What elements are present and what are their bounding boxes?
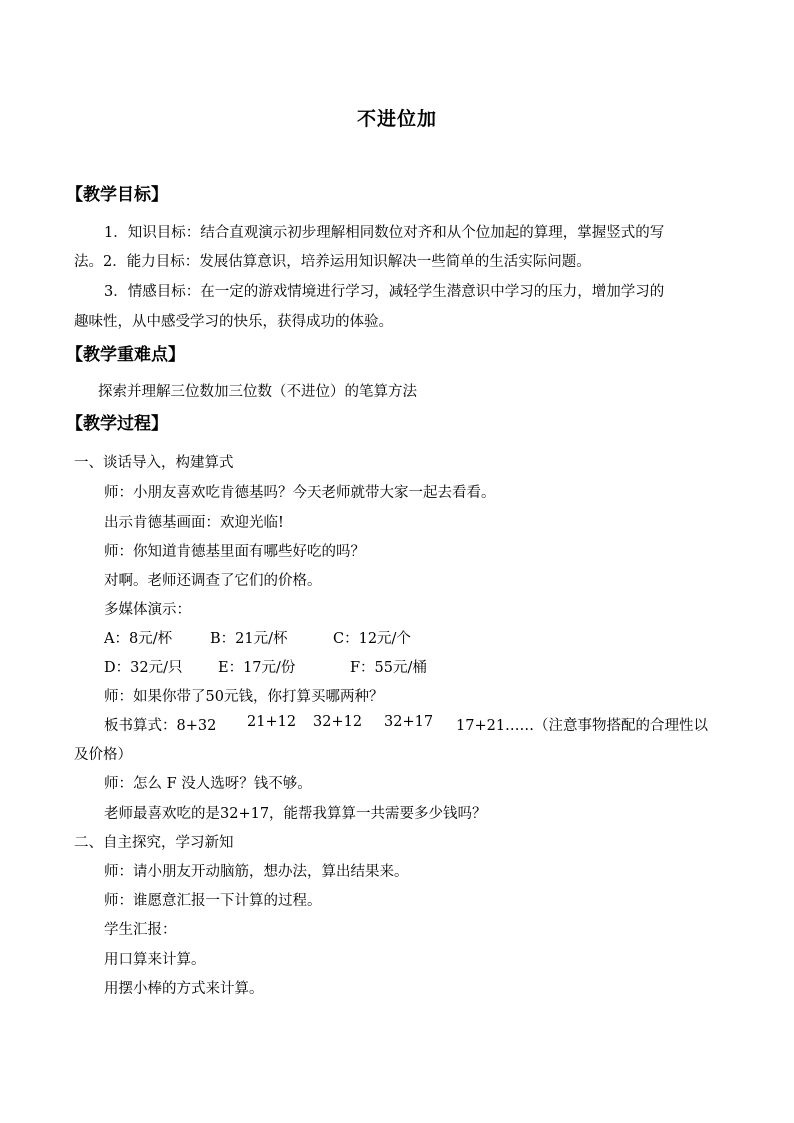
part1-line-2: 出示肯德基画面：欢迎光临! (104, 515, 284, 531)
difficulty-text: 探索并理解三位数加三位数（不进位）的笔算方法 (98, 384, 417, 400)
part2-line-1: 师：请小朋友开动脑筋，想办法，算出结果来。 (104, 864, 409, 880)
part2-line-5: 用摆小棒的方式来计算。 (104, 981, 264, 997)
price-a: A：8元/杯 (104, 631, 173, 647)
formula-1: 板书算式：8+32 (104, 718, 217, 734)
part1-line-7: 及价格） (74, 747, 132, 763)
goal-line-2: 法。2．能力目标：发展估算意识，培养运用知识解决一些简单的生活实际问题。 (74, 254, 591, 270)
price-d: D：32元/只 (104, 660, 183, 676)
part1-line-8: 师：怎么 F 没人选呀？钱不够。 (104, 776, 312, 792)
price-b: B：21元/杯 (210, 631, 288, 647)
price-e: E：17元/份 (218, 660, 296, 676)
goal-line-1: 1．知识目标：结合直观演示初步理解相同数位对齐和从个位加起的算理，掌握竖式的写 (104, 225, 665, 241)
part1-heading: 一、谈话导入，构建算式 (74, 455, 234, 471)
part1-line-6: 师：如果你带了50元钱，你打算买哪两种？ (104, 689, 384, 705)
formula-3: 32+12 (313, 714, 363, 730)
part1-line-3: 师：你知道肯德基里面有哪些好吃的吗？ (104, 544, 365, 560)
process-heading: 【教学过程】 (66, 414, 168, 434)
part2-line-3: 学生汇报： (104, 922, 177, 938)
goal-line-4: 趣味性，从中感受学习的快乐，获得成功的体验。 (74, 314, 393, 330)
formula-5: 17+21……（注意事物搭配的合理性以 (456, 718, 709, 734)
document-title: 不进位加 (356, 108, 437, 130)
formula-2: 21+12 (247, 714, 297, 730)
part1-line-5: 多媒体演示： (104, 602, 191, 618)
part1-line-4: 对啊。老师还调查了它们的价格。 (104, 573, 322, 589)
goal-line-3: 3．情感目标：在一定的游戏情境进行学习，减轻学生潜意识中学习的压力，增加学习的 (104, 284, 665, 300)
part1-line-9: 老师最喜欢吃的是32+17，能帮我算算一共需要多少钱吗？ (104, 806, 487, 822)
price-c: C：12元/个 (333, 631, 411, 647)
part2-line-2: 师：谁愿意汇报一下计算的过程。 (104, 893, 322, 909)
part1-line-1: 师：小朋友喜欢吃肯德基吗？今天老师就带大家一起去看看。 (104, 485, 496, 501)
part2-line-4: 用口算来计算。 (104, 952, 206, 968)
price-f: F：55元/桶 (350, 660, 427, 676)
difficulty-heading: 【教学重难点】 (66, 345, 185, 365)
formula-4: 32+17 (384, 714, 434, 730)
part2-heading: 二、自主探究，学习新知 (74, 835, 234, 851)
goals-heading: 【教学目标】 (66, 185, 168, 205)
